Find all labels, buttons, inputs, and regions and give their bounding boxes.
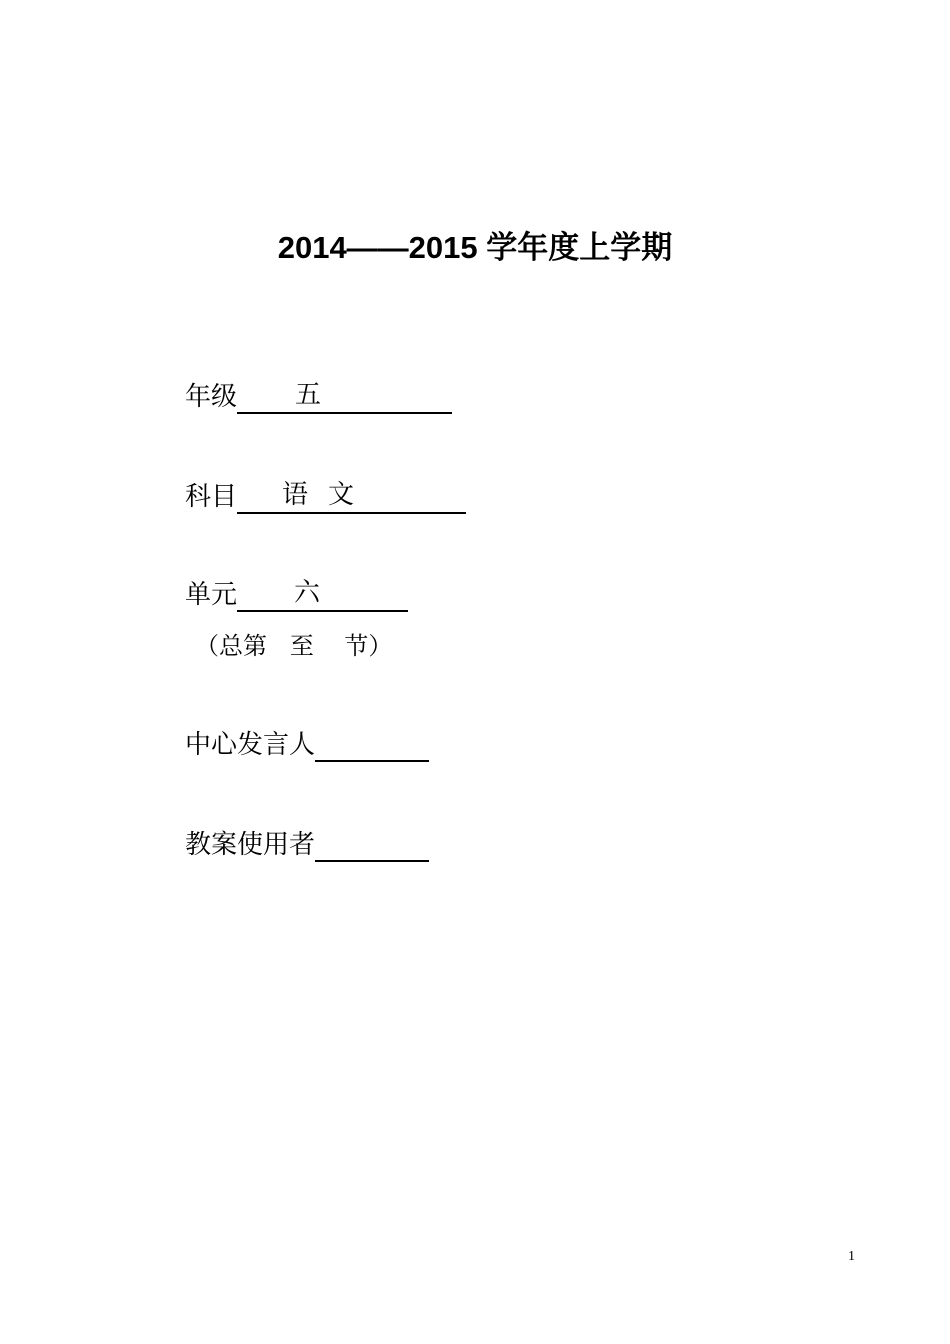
unit-value: 六 (294, 578, 321, 608)
grade-field (185, 380, 452, 414)
user-underline (315, 830, 429, 862)
subject-label: 科目 (185, 482, 238, 512)
grade-underline (237, 382, 452, 414)
speaker-label: 中心发言人 (185, 730, 316, 760)
speaker-underline (315, 730, 429, 762)
unit-label: 单元 (185, 580, 238, 610)
grade-value: 五 (295, 380, 322, 410)
user-field (185, 828, 429, 862)
subject-value: 语文 (282, 480, 375, 510)
page-title: 2014——2015 学年度上学期 (277, 230, 673, 265)
grade-label: 年级 (185, 382, 238, 412)
page-number: 1 (848, 1249, 855, 1264)
user-label: 教案使用者 (185, 830, 316, 860)
speaker-field (185, 728, 429, 762)
unit-field (185, 578, 408, 612)
unit-section-note: （总第 至 节） (195, 632, 393, 660)
unit-underline (237, 580, 408, 612)
subject-field (185, 480, 466, 514)
subject-underline (237, 482, 466, 514)
